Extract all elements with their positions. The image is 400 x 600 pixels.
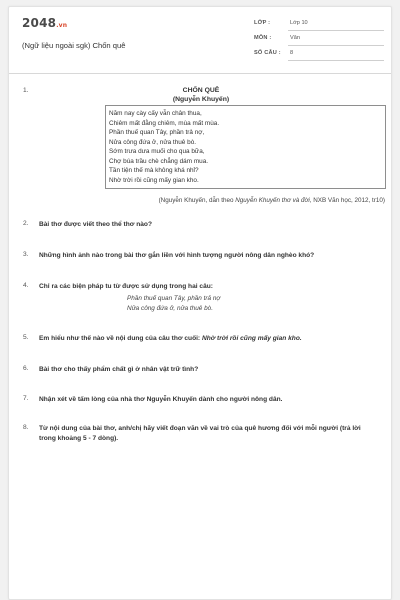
meta-value-subject: Văn (290, 35, 300, 41)
question-text-quote: Nhờ trời rồi cũng mấy gian kho. (201, 335, 302, 342)
header-divider (9, 73, 391, 74)
question-text: Những hình ảnh nào trong bài thơ gắn liền với hình tượng người nông dân nghèo khó? (39, 252, 315, 259)
logo-tld: .vn (56, 22, 68, 29)
question-number: 2. (23, 220, 29, 227)
poem-title: CHỐN QUÊ (182, 87, 220, 94)
poem-line: Chiêm mất đằng chiêm, mùa mất mùa. (109, 119, 220, 127)
source-prefix: (Nguyễn Khuyến, dẫn theo (158, 197, 236, 204)
question-number: 1. (23, 87, 29, 94)
question-number: 4. (23, 282, 29, 289)
site-logo[interactable] (22, 16, 67, 30)
worksheet-page (8, 6, 392, 600)
worksheet-header (9, 7, 391, 73)
worksheet-meta (254, 18, 384, 63)
poem-author: (Nguyễn Khuyến) (172, 95, 230, 103)
meta-value-class: Lớp 10 (290, 20, 308, 26)
poem-line: Tần tiện thế mà không khá nhỉ? (109, 167, 199, 174)
source-book-title: Nguyễn Khuyến thơ và đời (235, 197, 310, 204)
meta-row-count (254, 48, 384, 63)
meta-row-subject (254, 33, 384, 48)
document-title: (Ngữ liệu ngoài sgk) Chốn quê (22, 41, 126, 50)
question-text: Bài thơ cho thấy phẩm chất gì ở nhân vật trữ tình? (39, 366, 199, 373)
poem-line: Nửa công đứa ở, nửa thuê bò. (109, 138, 197, 146)
question-4-quote-line: Phần thuế quan Tây, phần trả nợ (127, 295, 221, 302)
question-text: Chỉ ra các biện pháp tu từ được sử dụng trong hai câu: (39, 283, 213, 290)
meta-underline (288, 45, 384, 46)
question-number: 6. (23, 365, 29, 372)
poem-line: Chợ búa trầu chè chẳng dám mua. (109, 157, 209, 165)
question-4-quote-line: Nửa công đứa ở, nửa thuê bò. (127, 305, 214, 312)
poem-source (159, 197, 385, 204)
poem-line: Phần thuế quan Tây, phần trả nợ, (109, 129, 205, 136)
question-text (39, 334, 371, 344)
poem-heading (9, 87, 393, 104)
question-text: Từ nội dung của bài thơ, anh/chị hãy viết đoạn văn về vai trò của quê hương đối với mỗi người (trả lời trong khoảng 5 - 7 dòng). (39, 425, 361, 442)
question-text: Bài thơ được viết theo thể thơ nào? (39, 221, 152, 228)
poem-box (105, 105, 386, 189)
meta-key-class: LỚP : (254, 20, 271, 26)
question-number: 8. (23, 424, 29, 431)
question-text-main: Em hiểu như thế nào về nội dung của câu thơ cuối: (39, 335, 202, 342)
logo-main: 2048 (22, 16, 57, 30)
question-number: 3. (23, 251, 29, 258)
question-number: 7. (23, 395, 29, 402)
poem-line: Nhờ trời rồi cũng mấy gian kho. (109, 176, 199, 184)
meta-value-count: 8 (290, 50, 294, 56)
meta-row-class (254, 18, 384, 33)
poem-line: Sớm trưa dưa muối cho qua bữa, (109, 148, 205, 155)
poem-line: Năm nay cày cấy vẫn chân thua, (109, 110, 202, 117)
meta-key-count: SỐ CÂU : (254, 50, 281, 56)
meta-underline (288, 30, 384, 31)
question-number: 5. (23, 334, 29, 341)
meta-key-subject: MÔN : (254, 35, 272, 41)
question-text: Nhận xét về tấm lòng của nhà thơ Nguyễn Khuyến dành cho người nông dân. (39, 396, 283, 403)
source-suffix: , NXB Văn học, 2012, tr10) (309, 197, 385, 204)
meta-underline (288, 60, 384, 61)
